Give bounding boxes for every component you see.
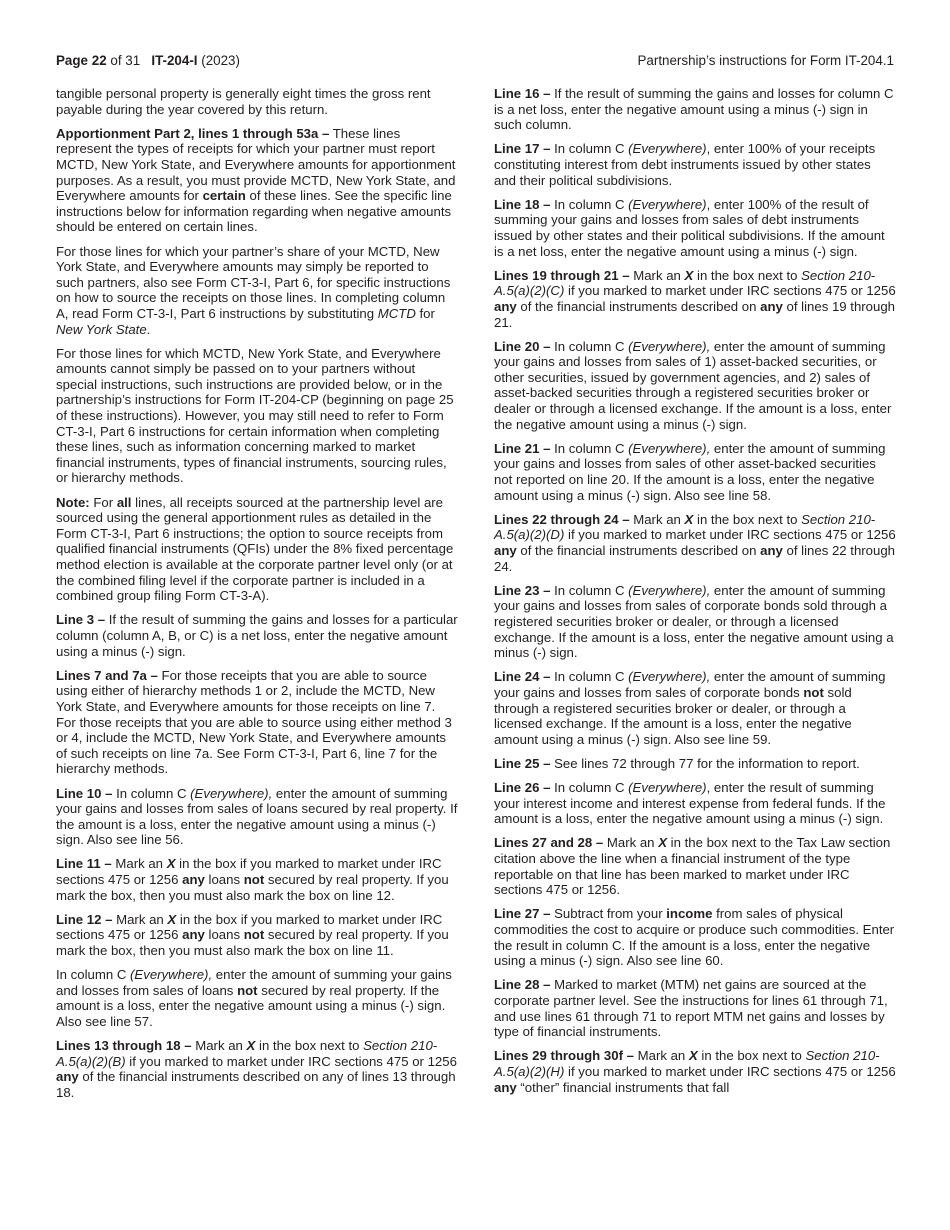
heading: Line 10 – [56,785,113,801]
emphasis: certain [202,188,246,204]
text: “other” financial instruments that fall [516,1079,730,1095]
mark-x: X [246,1038,256,1054]
paragraph [494,780,896,827]
heading: Line 23 – [494,582,551,598]
paragraph [56,126,458,235]
heading: Lines 19 through 21 – [494,267,630,283]
italic: (Everywhere) [628,141,707,157]
right-column [494,86,896,1104]
heading: Line 26 – [494,780,551,796]
paragraph [56,346,458,486]
text: enter the amount of summing your gains and losses from sales of corporate bonds [494,669,886,700]
paragraph [494,583,896,661]
mark-x: X [658,835,667,851]
text: Mark an [111,856,167,872]
page-word: Page [56,53,89,68]
text: in the box if you marked to market under IRC sections 475 or 1256 [56,856,442,888]
italic: (Everywhere), [628,338,711,354]
emphasis: not [237,982,258,998]
text: of the financial instruments described on any of lines 13 through 18. [56,1069,456,1100]
heading: Note: [56,494,90,510]
paragraph [56,1038,458,1100]
text: if you marked to market under IRC sections 475 or 1256 [125,1053,457,1069]
text: for [415,305,435,321]
page-number: 22 [91,53,107,68]
emphasis: any [182,872,205,888]
italic: (Everywhere), [628,669,711,685]
paragraph [56,612,458,659]
mark-x: X [688,1048,698,1064]
text: In column C [56,967,131,983]
italic: New York State [56,321,147,337]
heading: Lines 7 and 7a – [56,667,158,683]
italic: (Everywhere) [628,196,707,212]
emphasis: not [243,927,265,943]
text: Mark an [633,1048,689,1064]
mark-x: X [167,911,177,927]
text: of the financial instruments described on [516,543,761,558]
heading: Line 11 – [56,856,112,872]
heading: Lines 22 through 24 – [494,511,630,527]
paragraph [494,906,896,968]
heading: Lines 27 and 28 – [494,835,604,851]
emphasis: all [116,494,132,510]
text: In column C [550,338,629,354]
emphasis: any [494,1079,517,1095]
text: In column C [550,582,629,598]
paragraph [494,197,896,259]
text: in the box next to the Tax Law section citation above the line when a financial instrument of the type reportable on that line has been marked to market under IRC sections 475 or 1256. [494,835,891,898]
emphasis: any [56,1069,79,1085]
italic: MCTD [377,305,416,321]
text: in the box if you marked to market under IRC sections 475 or 1256 [56,911,443,943]
text: lines, all receipts sourced at the partnership level are sourced using the general apportionment rules as detailed in the Form CT-3-I, Part 6 instructions; the option to source receipts from qualified financial instruments (QFIs) under the 8% fixed percentage method election is available at the corporate partner level only (or at the combined filing level if the corporate partner is included in a combined group filing Form CT-3-A). [56,494,454,604]
text: in the box next to [693,267,802,283]
text: In column C [550,669,629,685]
emphasis: any [494,298,517,314]
text: In column C [112,785,191,801]
text: , enter the result of summing your interest income and interest expense from federal funds. If the amount is a loss, enter the negative amount using a minus (-) sign. [494,780,886,827]
paragraph [494,141,896,188]
paragraph [494,835,896,897]
text: of lines 22 through 24. [494,543,896,574]
paragraph [56,244,458,338]
italic: (Everywhere) [628,780,707,796]
text: in the box next to [693,511,802,527]
text: For [89,494,117,510]
text: enter the amount of summing your gains and losses from sales of other asset-backed securities not reported on line 20. If the amount is a loss, enter the negative amount using a minus (-) sign. Also see line 58. [494,440,886,503]
italic: Section 210-A.5(a)(2)(B) [56,1038,438,1069]
header-title: Partnership’s instructions for Form IT-204.1 [637,53,894,68]
text: See lines 72 through 77 for the information to report. [550,755,860,771]
mark-x: X [166,856,176,872]
text: if you marked to market under IRC sections 475 or 1256 [564,527,896,543]
text: Subtract from your [550,906,667,922]
page-total: of 31 [110,53,141,68]
heading: Lines 29 through 30f – [494,1048,634,1064]
text: from sales of physical commodities the cost to acquire or produce such commodities. Enter the result in column C. If the amount is a loss, enter the negative using a minus (-) sign. Also see line 60. [494,906,895,969]
heading: Line 17 – [494,141,551,157]
heading: Line 24 – [494,669,551,685]
text: For those lines for which MCTD, New York State, and Everywhere amounts cannot simply be passed on to your partners without special instructions, such instructions are provided below, or in the partnership’s instructions for Form IT-204-CP (beginning on page 25 of these instructions). However, you may still need to refer to Form CT-3-I, Part 6 instructions for certain information when completing these lines, such as information concerning marked to market financial instruments, types of financial instruments, sourcing rules, or hierarchy methods. [56,345,454,486]
heading: Apportionment Part 2, lines 1 through 53a – [56,125,330,141]
paragraph [56,786,458,848]
italic: (Everywhere), [628,582,711,598]
emphasis: any [494,543,517,558]
mark-x: X [684,511,694,527]
text: If the result of summing the gains and losses for a particular column (column A, B, or C) is a net loss, enter the negative amount using a minus (-) sign. [56,612,458,659]
text: , enter 100% of the result of summing your gains and losses from sales of debt instruments issued by other states and their political subdivisions. If the amount is a net loss, enter the negative amount using a minus (-) sign. [494,196,885,259]
italic: (Everywhere), [130,967,213,983]
paragraph [56,912,458,959]
paragraph [56,967,458,1029]
heading: Line 16 – [494,86,551,101]
text: Mark an [629,267,685,283]
paragraph [494,669,896,747]
paragraph [56,495,458,604]
emphasis: any [182,927,205,943]
page-number-label [56,53,240,69]
text: tangible personal property is generally eight times the gross rent payable during the year covered by this return. [56,86,431,117]
paragraph [56,668,458,777]
paragraph [494,441,896,503]
text: of these lines. See the specific line instructions below for information regarding when negative amounts should be entered on certain lines. [56,188,452,235]
form-year: (2023) [201,53,240,68]
text: For those lines for which your partner’s share of your MCTD, New York State, and Everywhere amounts may simply be reported to such partners, also see Form CT-3-I, Part 6, for specific instructions on how to source the receipts on those lines. In completing column A, read Form CT-3-I, Part 6 instructions by substituting [56,243,451,321]
text: secured by real property. If you mark the box, then you must also mark the box on line 12. [56,872,449,903]
text: secured by real property. If the amount is a loss, enter the negative amount using a minus (-) sign. Also see line 57. [56,982,446,1029]
emphasis: any [760,298,783,314]
text: In column C [550,141,629,157]
text: secured by real property. If you mark the box, then you must also mark the box on line 11. [56,927,449,959]
text: Mark an [191,1038,247,1054]
paragraph [56,856,458,903]
text: in the box next to [255,1038,364,1054]
heading: Line 12 – [56,911,113,927]
text: loans [204,872,244,888]
form-id: IT-204-I [151,53,198,68]
paragraph [494,756,896,772]
text: loans [204,927,244,943]
page-header [56,53,894,71]
heading: Line 21 – [494,440,551,456]
heading: Line 3 – [56,612,106,628]
heading: Line 25 – [494,755,551,771]
left-column [56,86,458,1109]
heading: Line 20 – [494,338,551,354]
mark-x: X [684,267,694,283]
text: Mark an [112,911,168,927]
paragraph [494,977,896,1039]
paragraph [494,268,896,330]
text: if you marked to market under IRC sections 475 or 1256 [564,283,896,299]
text: For those receipts that you are able to source using either of hierarchy methods 1 or 2, include the MCTD, New York State, and Everywhere amounts for those receipts on line 7. For those receipts that you are able to source using either method 3 or 4, include the MCTD, New York State, and Everywhere amounts of such receipts on line 7a. See Form CT-3-I, Part 6, line 7 for the hierarchy methods. [56,667,452,777]
text: enter the amount of summing your gains and losses from sales of 1) asset-backed securities, or other securities, issued by government agencies, and 2) sales of asset-backed securities through a registered securities broker or dealer or through a licensed exchange. If the amount is a loss, enter the negative amount using a minus (-) sign. [494,338,892,432]
text: of lines 19 through 21. [494,298,896,330]
emphasis: not [243,872,265,888]
text: If the result of summing the gains and losses for column C is a net loss, enter the negative amount using a minus (-) sign in such column. [494,86,894,133]
text: Mark an [603,835,659,851]
paragraph [56,86,458,117]
text: of the financial instruments described on [516,298,761,314]
text: if you marked to market under IRC sections 475 or 1256 [564,1063,896,1079]
text: in the box next to [697,1048,806,1064]
text: Mark an [629,511,685,527]
heading: Line 18 – [494,196,551,212]
italic: (Everywhere), [190,785,273,801]
italic: Section 210-A.5(a)(2)(C) [494,267,876,299]
text: These lines represent the types of receipts for which your partner must report MCTD, New York State, and Everywhere amounts for apportionment purposes. As a result, you must provide MCTD, New York State, and Everywhere amounts for [56,125,456,204]
paragraph [494,512,896,574]
text: In column C [550,780,629,796]
italic: Section 210-A.5(a)(2)(H) [494,1048,880,1079]
text: enter the amount of summing your gains and losses from sales of loans secured by real property. If the amount is a loss, enter the negative amount using a minus (-) sign. Also see line 56. [56,785,458,848]
italic: Section 210-A.5(a)(2)(D) [494,511,876,543]
heading: Lines 13 through 18 – [56,1038,192,1054]
paragraph [494,1048,896,1095]
emphasis: not [803,684,824,700]
text: In column C [550,440,629,456]
text: Marked to market (MTM) net gains are sourced at the corporate partner level. See the instructions for lines 61 through 71, and use lines 61 through 71 to report MTM net gains and losses by type of financial instruments. [494,977,888,1040]
paragraph [494,86,896,133]
heading: Line 28 – [494,977,551,993]
text: In column C [550,196,629,212]
italic: (Everywhere), [628,440,711,456]
text: . [146,321,151,337]
text: enter the amount of summing your gains and losses from sales of corporate bonds sold through a registered securities broker or dealer, or through a licensed exchange. If the amount is a loss, enter the negative amount using a minus (-) sign. [494,582,894,661]
text: sold through a registered securities broker or dealer, or through a licensed exchange. If the amount is a loss, enter the negative amount using a minus (-) sign. Also see line 59. [494,684,852,747]
text: , enter 100% of your receipts constituting interest from debt instruments issued by other states and their political subdivisions. [494,141,876,188]
heading: Line 27 – [494,906,551,922]
text: enter the amount of summing your gains and losses from sales of loans [56,967,452,998]
emphasis: any [760,543,783,558]
emphasis: income [666,906,713,922]
paragraph [494,339,896,433]
